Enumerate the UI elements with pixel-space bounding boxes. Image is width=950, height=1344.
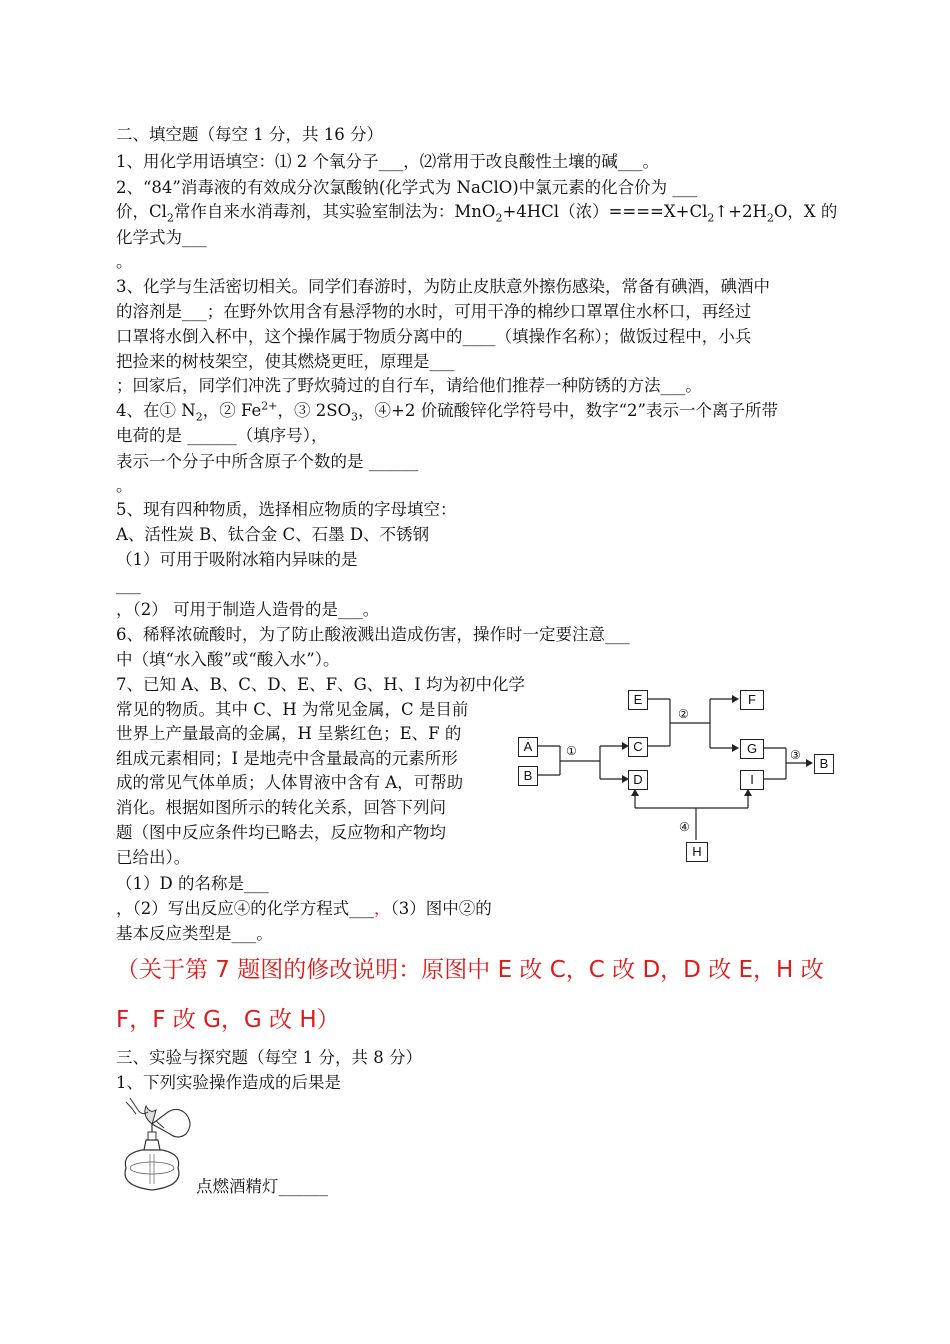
reaction-2-label: ② <box>678 707 689 721</box>
reaction-4-label: ④ <box>679 820 690 834</box>
q3-line2: 的溶剂是___；在野外饮用含有悬浮物的水时，可用干净的棉纱口罩罩住水杯口，再经过 <box>116 302 752 321</box>
q2-line3: 化学式为___ <box>116 228 207 247</box>
q2-line4: 。 <box>116 252 133 271</box>
section3-title: 三、实验与探究题（每空 1 分，共 8 分） <box>116 1048 422 1067</box>
section2-title: 二、填空题（每空 1 分，共 16 分） <box>116 125 383 144</box>
reaction-1-label: ① <box>566 744 577 758</box>
q7-line6: 消化。根据如图所示的转化关系，回答下列问 <box>116 798 446 817</box>
reaction-3-label: ③ <box>790 748 801 762</box>
q5-blank: ___ <box>116 575 141 594</box>
node-g: G <box>740 739 764 759</box>
q5-part2: ，（2） 可用于制造人造骨的是___。 <box>116 600 380 619</box>
q7-part3: 基本反应类型是___。 <box>116 924 273 943</box>
q5-line1: 5、现有四种物质，选择相应物质的字母填空： <box>116 500 457 519</box>
q3-line3: 口罩将水倒入杯中，这个操作属于物质分离中的____（填操作名称）；做饭过程中，小兵 <box>116 327 752 346</box>
q6-line2: 中（填“水入酸”或“酸入水”）。 <box>116 650 340 669</box>
q5-options: A、活性炭 B、钛合金 C、石墨 D、不锈钢 <box>116 525 430 544</box>
node-c: C <box>628 737 648 757</box>
node-a: A <box>518 737 538 757</box>
q4-line2: 电荷的是 ______（填序号）， <box>116 426 328 445</box>
q2-line1: 2、“84”消毒液的有效成分次氯酸钠(化学式为 NaClO)中氯元素的化合价为 ___ <box>116 178 698 197</box>
q1-text: 1、用化学用语填空：⑴ 2 个氧分子___，⑵常用于改良酸性土壤的碱___。 <box>116 152 659 171</box>
q3-line5: ；回家后，同学们冲洗了野炊骑过的自行车，请给他们推荐一种防锈的方法___。 <box>116 376 702 395</box>
node-i: I <box>740 770 764 790</box>
alcohol-lamp-caption: 点燃酒精灯______ <box>196 1177 328 1196</box>
node-b: B <box>518 766 538 786</box>
node-h: H <box>686 842 708 862</box>
q7-part2: ，（2）写出反应④的化学方程式___，（3）图中②的 <box>116 899 492 918</box>
q7-line3: 世界上产量最高的金属，H 呈紫红色；E、F 的 <box>116 724 462 743</box>
revision-note-line1: （关于第 7 题图的修改说明：原图中 E 改 C，C 改 D，D 改 E，H 改 <box>116 957 824 983</box>
q3-line1: 3、化学与生活密切相关。同学们春游时，为防止皮肤意外擦伤感染，常备有碘酒，碘酒中 <box>116 277 770 296</box>
q7-line1: 7、已知 A、B、C、D、E、F、G、H、I 均为初中化学 <box>116 675 525 694</box>
q7-line7: 题（图中反应条件均已略去，反应物和产物均 <box>116 823 446 842</box>
q7-line8: 已给出）。 <box>116 848 191 867</box>
q5-part1: （1）可用于吸附冰箱内异味的是 <box>116 550 358 569</box>
q4-line4: 。 <box>116 476 133 495</box>
q6-line1: 6、稀释浓硫酸时，为了防止酸液溅出造成伤害，操作时一定要注意___ <box>116 625 630 644</box>
node-f: F <box>740 690 764 710</box>
s3-q1-text: 1、下列实验操作造成的后果是 <box>116 1073 341 1092</box>
q2-line2: 价，$Cl_2$常作自来水消毒剂，其实验室制法为：MnO$_2$+4HCl（浓）$====X+Cl_2↑+2H_2O$，X 的 <box>116 202 838 225</box>
q4-line3: 表示一个分子中所含原子个数的是 ______ <box>116 452 419 471</box>
node-b-out: B <box>814 754 834 774</box>
node-e: E <box>628 690 648 710</box>
q7-line4: 组成元素相同；I 是地壳中含量最高的元素所形 <box>116 749 458 768</box>
q7-line5: 成的常见气体单质；人体胃液中含有 A，可帮助 <box>116 773 464 792</box>
q7-line2: 常见的物质。其中 C、H 为常见金属，C 是目前 <box>116 700 469 719</box>
q3-line4: 把捡来的树枝架空，使其燃烧更旺，原理是___ <box>116 352 455 371</box>
q7-part1: （1）D 的名称是___ <box>116 874 269 893</box>
revision-note-line2: F，F 改 G，G 改 H） <box>116 1007 340 1033</box>
node-d: D <box>628 770 648 790</box>
q4-line1: 4、在① $N_2$，② $Fe^{2+}$，③ $2SO_3$，④+2 价硫酸锌化学符号中，数字“2”表示一个离子所带 <box>116 399 778 424</box>
